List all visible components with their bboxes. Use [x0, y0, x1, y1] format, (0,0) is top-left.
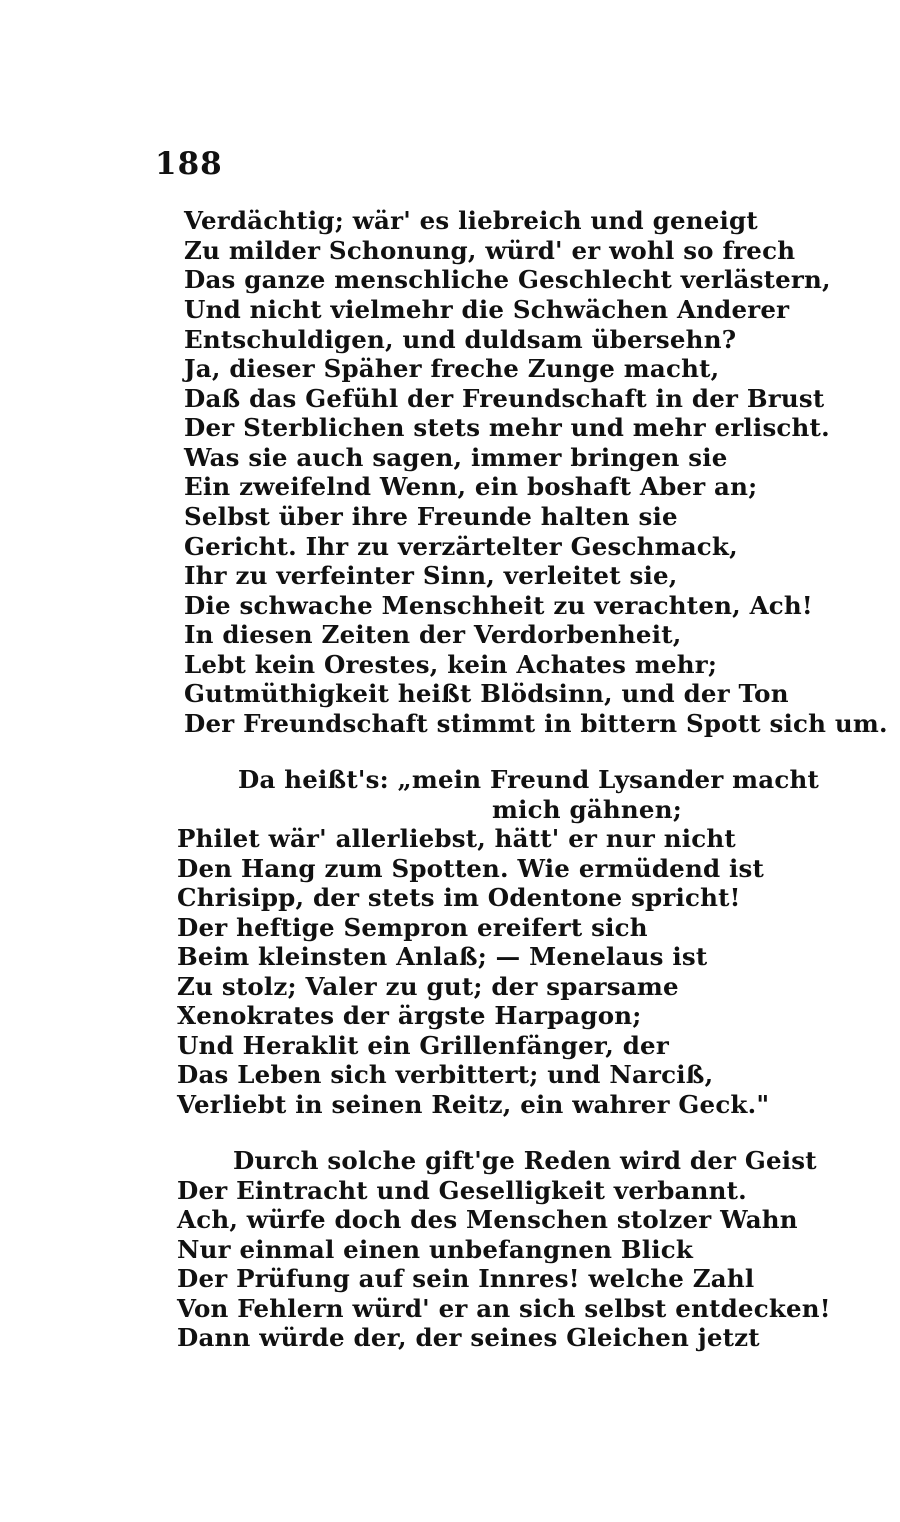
verse-line: Philet wär' allerliebst, hätt' er nur nicht	[177, 824, 736, 853]
verse-line: Den Hang zum Spotten. Wie ermüdend ist	[177, 854, 765, 883]
verse-line: Daß das Gefühl der Freundschaft in der Brust	[184, 384, 825, 413]
verse-line: Ein zweifelnd Wenn, ein boshaft Aber an;	[184, 472, 758, 501]
verse-line: Zu milder Schonung, würd' er wohl so frech	[184, 236, 796, 265]
verse-line: Der Prüfung auf sein Innres! welche Zahl	[177, 1264, 755, 1293]
verse-line: Verdächtig; wär' es liebreich und geneigt	[184, 206, 758, 235]
verse-line: Das Leben sich verbittert; und Narciß,	[177, 1060, 714, 1089]
verse-line: Nur einmal einen unbefangnen Blick	[177, 1235, 694, 1264]
verse-line: Chrisipp, der stets im Odentone spricht!	[177, 883, 741, 912]
verse-line: Der Freundschaft stimmt in bittern Spott sich um.	[184, 709, 888, 738]
verse-line: Der Eintracht und Geselligkeit verbannt.	[177, 1176, 747, 1205]
verse-line: Die schwache Menschheit zu verachten, Ach!	[184, 591, 813, 620]
verse-line: Ach, würfe doch des Menschen stolzer Wahn	[177, 1205, 798, 1234]
verse-line: Gutmüthigkeit heißt Blödsinn, und der Ton	[184, 679, 789, 708]
verse-line: Was sie auch sagen, immer bringen sie	[184, 443, 728, 472]
verse-line: Der Sterblichen stets mehr und mehr erlischt.	[184, 413, 830, 442]
verse-line: Zu stolz; Valer zu gut; der sparsame	[177, 972, 679, 1001]
verse-line: Xenokrates der ärgste Harpagon;	[177, 1001, 642, 1030]
verse-line: Verliebt in seinen Reitz, ein wahrer Geck."	[177, 1090, 770, 1119]
verse-line: Ihr zu verfeinter Sinn, verleitet sie,	[184, 561, 678, 590]
verse-line: Von Fehlern würd' er an sich selbst entdecken!	[177, 1294, 831, 1323]
verse-line: In diesen Zeiten der Verdorbenheit,	[184, 620, 682, 649]
verse-line: Selbst über ihre Freunde halten sie	[184, 502, 678, 531]
verse-line: Ja, dieser Späher freche Zunge macht,	[184, 354, 720, 383]
verse-line: Entschuldigen, und duldsam übersehn?	[184, 325, 737, 354]
verse-line: Und nicht vielmehr die Schwächen Anderer	[184, 295, 790, 324]
verse-line-continuation: mich gähnen;	[492, 795, 682, 824]
verse-line: Beim kleinsten Anlaß; — Menelaus ist	[177, 942, 708, 971]
verse-line: Lebt kein Orestes, kein Achates mehr;	[184, 650, 718, 679]
verse-line: Da heißt's: „mein Freund Lysander macht	[238, 765, 820, 794]
verse-line: Das ganze menschliche Geschlecht verlästern,	[184, 265, 831, 294]
verse-line: Dann würde der, der seines Gleichen jetzt	[177, 1323, 760, 1352]
verse-line: Der heftige Sempron ereifert sich	[177, 913, 648, 942]
verse-line: Durch solche gift'ge Reden wird der Geist	[233, 1146, 817, 1175]
page-number: 188	[155, 146, 223, 182]
verse-line: Gericht. Ihr zu verzärtelter Geschmack,	[184, 532, 738, 561]
verse-line: Und Heraklit ein Grillenfänger, der	[177, 1031, 669, 1060]
